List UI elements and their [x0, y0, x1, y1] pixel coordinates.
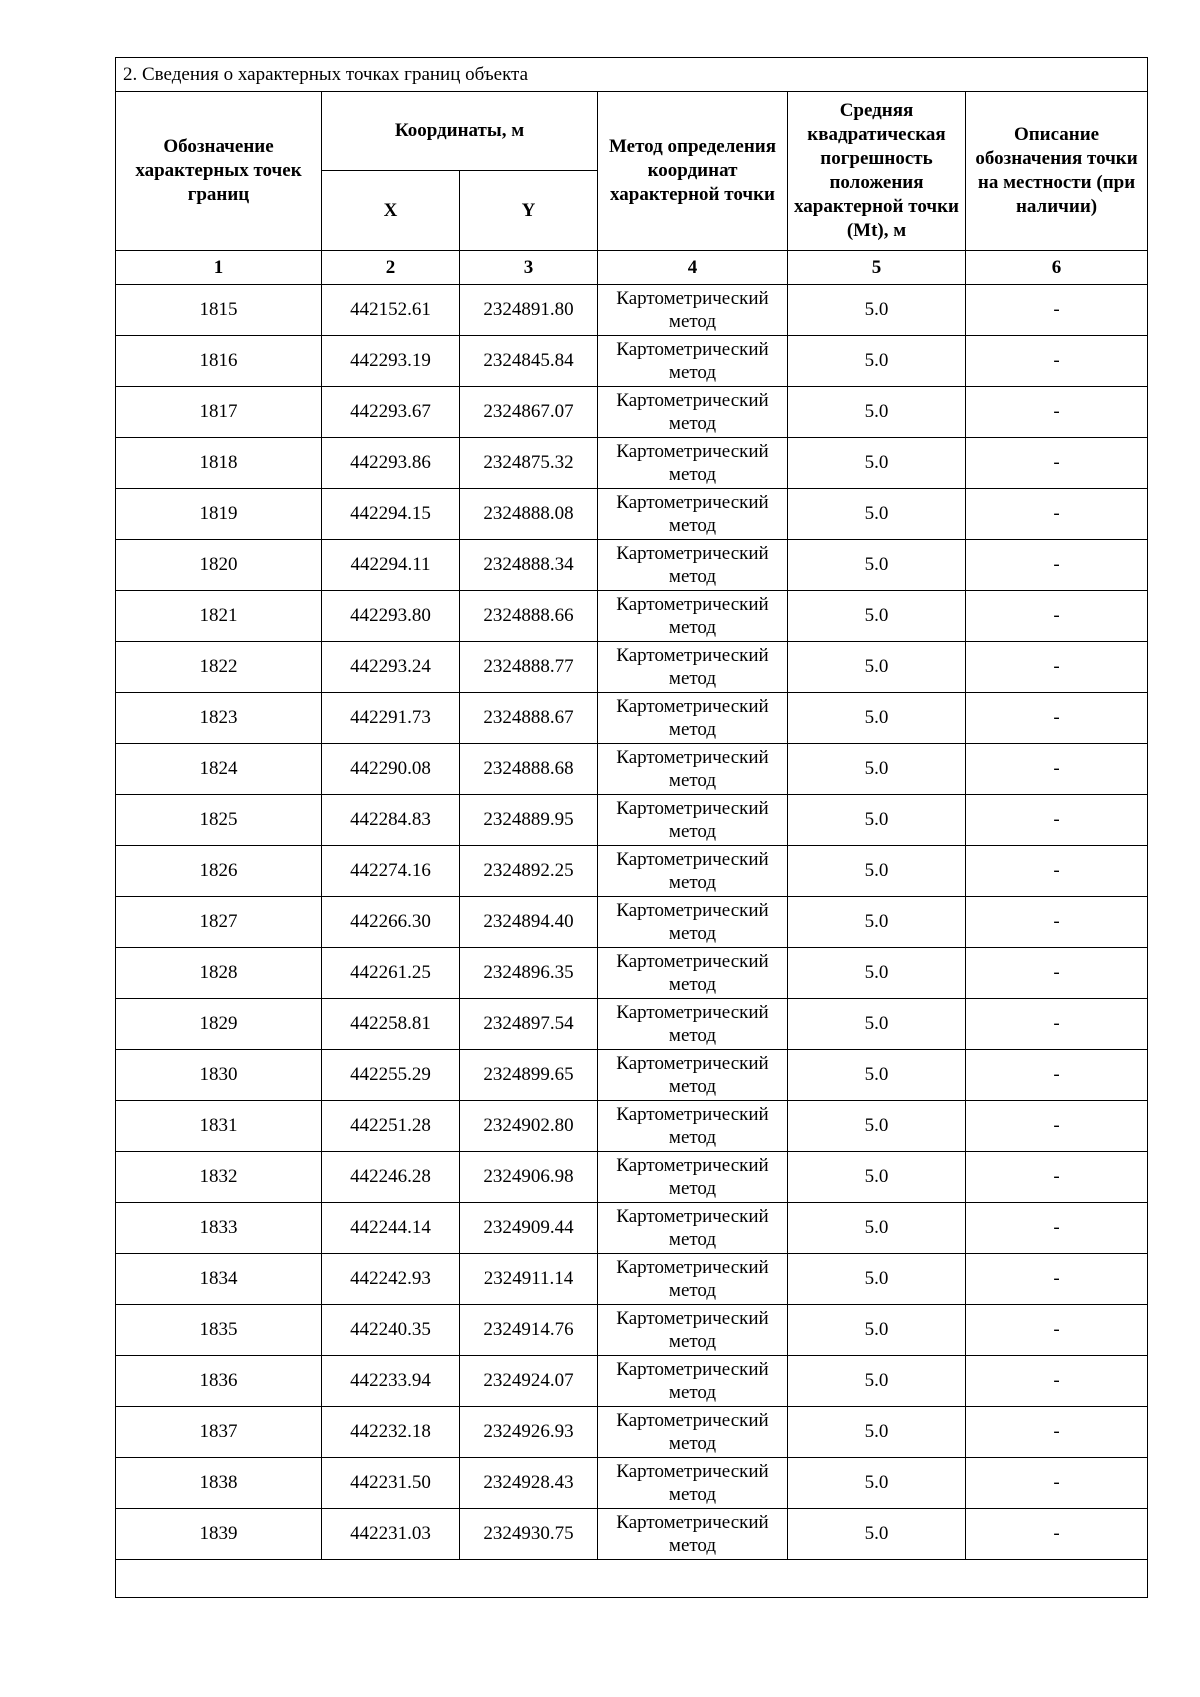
cell-point: 1832 — [116, 1152, 322, 1203]
cell-description: - — [966, 1356, 1148, 1407]
cell-description: - — [966, 489, 1148, 540]
table-row — [116, 846, 1148, 897]
cell-x: 442293.86 — [322, 438, 460, 489]
cell-x: 442251.28 — [322, 1101, 460, 1152]
cell-error: 5.0 — [788, 591, 966, 642]
cell-y: 2324888.67 — [460, 693, 598, 744]
cell-method: Картометрический метод — [598, 642, 788, 693]
cell-method: Картометрический метод — [598, 285, 788, 336]
cell-description: - — [966, 540, 1148, 591]
header-description: Описание обозначения точки на местности (при наличии) — [966, 92, 1148, 251]
column-number: 3 — [460, 251, 598, 285]
cell-x: 442284.83 — [322, 795, 460, 846]
cell-method: Картометрический метод — [598, 1254, 788, 1305]
cell-method: Картометрический метод — [598, 1152, 788, 1203]
cell-error: 5.0 — [788, 387, 966, 438]
cell-point: 1815 — [116, 285, 322, 336]
cell-error: 5.0 — [788, 489, 966, 540]
cell-method: Картометрический метод — [598, 948, 788, 999]
column-number: 4 — [598, 251, 788, 285]
cell-error: 5.0 — [788, 948, 966, 999]
cell-point: 1819 — [116, 489, 322, 540]
cell-x: 442294.11 — [322, 540, 460, 591]
cell-x: 442242.93 — [322, 1254, 460, 1305]
cell-method: Картометрический метод — [598, 336, 788, 387]
cell-method: Картометрический метод — [598, 1458, 788, 1509]
cell-error: 5.0 — [788, 1509, 966, 1560]
cell-description: - — [966, 897, 1148, 948]
cell-point: 1835 — [116, 1305, 322, 1356]
cell-y: 2324845.84 — [460, 336, 598, 387]
cell-description: - — [966, 1254, 1148, 1305]
column-number: 5 — [788, 251, 966, 285]
cell-point: 1821 — [116, 591, 322, 642]
cell-error: 5.0 — [788, 1305, 966, 1356]
cell-x: 442232.18 — [322, 1407, 460, 1458]
table-row — [116, 1203, 1148, 1254]
cell-x: 442258.81 — [322, 999, 460, 1050]
boundary-points-table — [115, 57, 1148, 1598]
cell-error: 5.0 — [788, 795, 966, 846]
cell-description: - — [966, 1050, 1148, 1101]
cell-error: 5.0 — [788, 438, 966, 489]
cell-method: Картометрический метод — [598, 1407, 788, 1458]
cell-method: Картометрический метод — [598, 489, 788, 540]
cell-error: 5.0 — [788, 285, 966, 336]
table-row — [116, 1458, 1148, 1509]
table-row — [116, 693, 1148, 744]
table-row — [116, 1509, 1148, 1560]
cell-point: 1825 — [116, 795, 322, 846]
cell-description: - — [966, 999, 1148, 1050]
section-title: 2. Сведения о характерных точках границ объекта — [116, 58, 1148, 92]
cell-x: 442231.03 — [322, 1509, 460, 1560]
cell-point: 1834 — [116, 1254, 322, 1305]
table-row — [116, 1356, 1148, 1407]
cell-error: 5.0 — [788, 744, 966, 795]
cell-method: Картометрический метод — [598, 1356, 788, 1407]
cell-y: 2324909.44 — [460, 1203, 598, 1254]
header-method: Метод определения координат характерной точки — [598, 92, 788, 251]
table-row — [116, 591, 1148, 642]
cell-method: Картометрический метод — [598, 1101, 788, 1152]
cell-x: 442293.80 — [322, 591, 460, 642]
cell-method: Картометрический метод — [598, 1203, 788, 1254]
table-row — [116, 795, 1148, 846]
cell-y: 2324888.77 — [460, 642, 598, 693]
header-x: X — [322, 171, 460, 251]
cell-x: 442294.15 — [322, 489, 460, 540]
cell-error: 5.0 — [788, 1407, 966, 1458]
column-numbers-row — [116, 251, 1148, 285]
cell-x: 442293.67 — [322, 387, 460, 438]
cell-point: 1827 — [116, 897, 322, 948]
cell-point: 1826 — [116, 846, 322, 897]
cell-y: 2324867.07 — [460, 387, 598, 438]
cell-method: Картометрический метод — [598, 693, 788, 744]
cell-description: - — [966, 1407, 1148, 1458]
cell-error: 5.0 — [788, 1050, 966, 1101]
cell-y: 2324926.93 — [460, 1407, 598, 1458]
table-row — [116, 1407, 1148, 1458]
cell-error: 5.0 — [788, 1203, 966, 1254]
column-number: 2 — [322, 251, 460, 285]
cell-x: 442266.30 — [322, 897, 460, 948]
cell-y: 2324928.43 — [460, 1458, 598, 1509]
cell-y: 2324891.80 — [460, 285, 598, 336]
cell-point: 1829 — [116, 999, 322, 1050]
cell-point: 1838 — [116, 1458, 322, 1509]
cell-x: 442152.61 — [322, 285, 460, 336]
cell-description: - — [966, 336, 1148, 387]
cell-point: 1817 — [116, 387, 322, 438]
cell-y: 2324875.32 — [460, 438, 598, 489]
cell-method: Картометрический метод — [598, 897, 788, 948]
cell-point: 1836 — [116, 1356, 322, 1407]
cell-y: 2324896.35 — [460, 948, 598, 999]
cell-x: 442293.24 — [322, 642, 460, 693]
cell-error: 5.0 — [788, 897, 966, 948]
table-footer-row — [116, 1560, 1148, 1598]
cell-description: - — [966, 1305, 1148, 1356]
cell-x: 442274.16 — [322, 846, 460, 897]
cell-point: 1816 — [116, 336, 322, 387]
cell-point: 1820 — [116, 540, 322, 591]
cell-y: 2324894.40 — [460, 897, 598, 948]
cell-x: 442293.19 — [322, 336, 460, 387]
cell-method: Картометрический метод — [598, 795, 788, 846]
header-row-top — [116, 92, 1148, 171]
table-row — [116, 336, 1148, 387]
cell-y: 2324902.80 — [460, 1101, 598, 1152]
cell-description: - — [966, 1203, 1148, 1254]
cell-description: - — [966, 642, 1148, 693]
cell-description: - — [966, 1152, 1148, 1203]
cell-description: - — [966, 591, 1148, 642]
cell-x: 442246.28 — [322, 1152, 460, 1203]
cell-point: 1833 — [116, 1203, 322, 1254]
cell-method: Картометрический метод — [598, 744, 788, 795]
cell-y: 2324888.34 — [460, 540, 598, 591]
cell-point: 1828 — [116, 948, 322, 999]
cell-error: 5.0 — [788, 336, 966, 387]
cell-description: - — [966, 744, 1148, 795]
cell-error: 5.0 — [788, 1254, 966, 1305]
cell-y: 2324906.98 — [460, 1152, 598, 1203]
table-row — [116, 438, 1148, 489]
cell-x: 442233.94 — [322, 1356, 460, 1407]
cell-point: 1831 — [116, 1101, 322, 1152]
table-row — [116, 642, 1148, 693]
table-body — [116, 285, 1148, 1560]
table-row — [116, 948, 1148, 999]
header-y: Y — [460, 171, 598, 251]
cell-description: - — [966, 948, 1148, 999]
table-row — [116, 1305, 1148, 1356]
cell-error: 5.0 — [788, 642, 966, 693]
table-row — [116, 1050, 1148, 1101]
cell-error: 5.0 — [788, 1356, 966, 1407]
column-number: 1 — [116, 251, 322, 285]
cell-method: Картометрический метод — [598, 387, 788, 438]
cell-point: 1822 — [116, 642, 322, 693]
cell-description: - — [966, 846, 1148, 897]
cell-error: 5.0 — [788, 540, 966, 591]
cell-error: 5.0 — [788, 1458, 966, 1509]
cell-description: - — [966, 1101, 1148, 1152]
table-row — [116, 489, 1148, 540]
cell-y: 2324889.95 — [460, 795, 598, 846]
cell-y: 2324888.08 — [460, 489, 598, 540]
header-coords: Координаты, м — [322, 92, 598, 171]
cell-description: - — [966, 1458, 1148, 1509]
table-row — [116, 744, 1148, 795]
cell-x: 442255.29 — [322, 1050, 460, 1101]
cell-error: 5.0 — [788, 1101, 966, 1152]
cell-x: 442290.08 — [322, 744, 460, 795]
cell-x: 442244.14 — [322, 1203, 460, 1254]
cell-y: 2324914.76 — [460, 1305, 598, 1356]
cell-x: 442261.25 — [322, 948, 460, 999]
cell-method: Картометрический метод — [598, 1050, 788, 1101]
cell-y: 2324888.68 — [460, 744, 598, 795]
table-row — [116, 285, 1148, 336]
cell-x: 442240.35 — [322, 1305, 460, 1356]
cell-y: 2324897.54 — [460, 999, 598, 1050]
cell-method: Картометрический метод — [598, 1509, 788, 1560]
cell-description: - — [966, 795, 1148, 846]
cell-point: 1830 — [116, 1050, 322, 1101]
cell-y: 2324924.07 — [460, 1356, 598, 1407]
cell-y: 2324930.75 — [460, 1509, 598, 1560]
cell-method: Картометрический метод — [598, 540, 788, 591]
cell-method: Картометрический метод — [598, 1305, 788, 1356]
table-footer-cell — [116, 1560, 1148, 1598]
cell-description: - — [966, 285, 1148, 336]
cell-point: 1818 — [116, 438, 322, 489]
table-row — [116, 999, 1148, 1050]
cell-point: 1823 — [116, 693, 322, 744]
cell-description: - — [966, 387, 1148, 438]
cell-method: Картометрический метод — [598, 591, 788, 642]
section-title-row — [116, 58, 1148, 92]
cell-y: 2324899.65 — [460, 1050, 598, 1101]
cell-description: - — [966, 1509, 1148, 1560]
table-row — [116, 387, 1148, 438]
cell-error: 5.0 — [788, 999, 966, 1050]
cell-x: 442231.50 — [322, 1458, 460, 1509]
cell-error: 5.0 — [788, 1152, 966, 1203]
column-number: 6 — [966, 251, 1148, 285]
header-point: Обозначение характерных точек границ — [116, 92, 322, 251]
cell-y: 2324892.25 — [460, 846, 598, 897]
cell-error: 5.0 — [788, 693, 966, 744]
table-row — [116, 897, 1148, 948]
boundary-points-document — [115, 57, 1147, 1598]
cell-point: 1839 — [116, 1509, 322, 1560]
cell-method: Картометрический метод — [598, 438, 788, 489]
cell-method: Картометрический метод — [598, 846, 788, 897]
cell-description: - — [966, 693, 1148, 744]
cell-point: 1837 — [116, 1407, 322, 1458]
cell-x: 442291.73 — [322, 693, 460, 744]
table-row — [116, 1101, 1148, 1152]
cell-y: 2324888.66 — [460, 591, 598, 642]
table-row — [116, 540, 1148, 591]
cell-point: 1824 — [116, 744, 322, 795]
cell-error: 5.0 — [788, 846, 966, 897]
cell-y: 2324911.14 — [460, 1254, 598, 1305]
table-row — [116, 1152, 1148, 1203]
table-row — [116, 1254, 1148, 1305]
header-error: Средняя квадратическая погрешность положения характерной точки (Mt), м — [788, 92, 966, 251]
cell-method: Картометрический метод — [598, 999, 788, 1050]
cell-description: - — [966, 438, 1148, 489]
